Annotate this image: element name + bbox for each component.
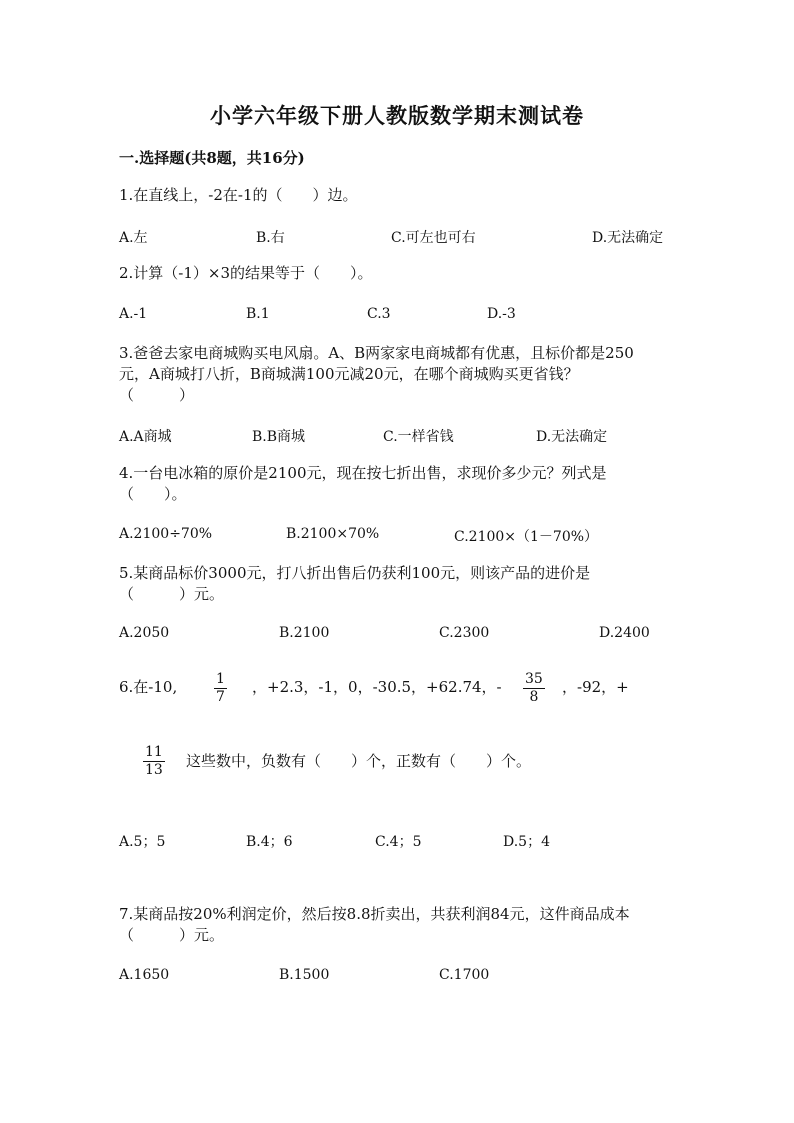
question-4-options — [119, 526, 699, 548]
option-b[interactable]: B.1500 — [279, 967, 330, 983]
question-2-options — [119, 306, 699, 328]
section-heading: 一.选择题(共8题，共16分) — [119, 149, 305, 167]
fraction-numerator: 35 — [525, 671, 543, 687]
option-c[interactable]: C.1700 — [439, 967, 490, 983]
option-c[interactable]: C.2100×（1－70%） — [454, 529, 599, 545]
question-3-line-3: （ ） — [119, 386, 195, 404]
question-1: 1.在直线上，-2在-1的（ ）边。 — [119, 186, 358, 204]
question-7-line-1: 7.某商品按20%利润定价，然后按8.8折卖出，共获利润84元，这件商品成本 — [119, 905, 630, 923]
option-c[interactable]: C.4；5 — [375, 834, 422, 850]
option-c[interactable]: C.2300 — [439, 625, 490, 641]
question-4-line-1: 4.一台电冰箱的原价是2100元，现在按七折出售，求现价多少元？列式是 — [119, 464, 607, 482]
question-5-line-1: 5.某商品标价3000元，打八折出售后仍获利100元，则该产品的进价是 — [119, 564, 591, 582]
option-d[interactable]: D.无法确定 — [536, 429, 608, 445]
question-6-part-4: 这些数中，负数有（ ）个，正数有（ ）个。 — [186, 752, 532, 770]
fraction-numerator: 11 — [145, 744, 163, 760]
option-b[interactable]: B.1 — [246, 306, 270, 322]
question-6-part-1: 6.在-10, — [119, 678, 178, 696]
option-d[interactable]: D.无法确定 — [592, 230, 664, 246]
fraction-denominator: 7 — [216, 689, 225, 705]
question-6-part-2: ，+2.3，-1，0，-30.5，+62.74，- — [252, 678, 502, 696]
option-a[interactable]: A.A商城 — [119, 429, 172, 445]
fraction-11-thirteenths — [143, 744, 165, 779]
question-7-options — [119, 967, 699, 989]
question-5-options — [119, 625, 699, 647]
option-a[interactable]: A.5；5 — [119, 834, 166, 850]
question-3-line-1: 3.爸爸去家电商城购买电风扇。A、B两家家电商城都有优惠，且标价都是250 — [119, 344, 634, 362]
option-b[interactable]: B.B商城 — [252, 429, 306, 445]
option-b[interactable]: B.2100×70% — [286, 526, 380, 542]
question-7 — [119, 904, 679, 946]
option-c[interactable]: C.可左也可右 — [391, 230, 476, 246]
option-d[interactable]: D.2400 — [599, 625, 650, 641]
option-a[interactable]: A.左 — [119, 230, 148, 246]
option-c[interactable]: C.一样省钱 — [383, 429, 454, 445]
option-d[interactable]: D.-3 — [487, 306, 516, 322]
fraction-denominator: 8 — [529, 689, 539, 705]
question-5 — [119, 563, 679, 605]
question-1-options — [119, 227, 699, 249]
option-a[interactable]: A.2100÷70% — [119, 526, 213, 542]
question-3 — [119, 343, 679, 406]
fraction-one-seventh — [214, 671, 227, 706]
question-2: 2.计算（-1）×3的结果等于（ ）。 — [119, 264, 373, 282]
option-b[interactable]: B.右 — [256, 230, 285, 246]
fraction-denominator: 13 — [145, 762, 163, 778]
option-a[interactable]: A.1650 — [119, 967, 170, 983]
question-3-options — [119, 426, 699, 448]
fraction-numerator: 1 — [216, 671, 225, 687]
option-b[interactable]: B.4；6 — [246, 834, 293, 850]
page-title: 小学六年级下册人教版数学期末测试卷 — [210, 103, 584, 128]
option-a[interactable]: A.2050 — [119, 625, 170, 641]
question-6-options — [119, 831, 699, 853]
question-7-line-2: （ ）元。 — [119, 926, 225, 944]
question-4-line-2: （ ）。 — [119, 485, 187, 503]
question-4 — [119, 463, 679, 505]
option-c[interactable]: C.3 — [367, 306, 391, 322]
option-b[interactable]: B.2100 — [279, 625, 330, 641]
option-d[interactable]: D.5；4 — [503, 834, 550, 850]
question-5-line-2: （ ）元。 — [119, 585, 225, 603]
question-6-part-3: ，-92，+ — [562, 678, 629, 696]
option-a[interactable]: A.-1 — [119, 306, 148, 322]
fraction-35-eighths — [523, 671, 545, 706]
question-3-line-2: 元，A商城打八折，B商城满100元减20元，在哪个商城购买更省钱？ — [119, 365, 579, 383]
